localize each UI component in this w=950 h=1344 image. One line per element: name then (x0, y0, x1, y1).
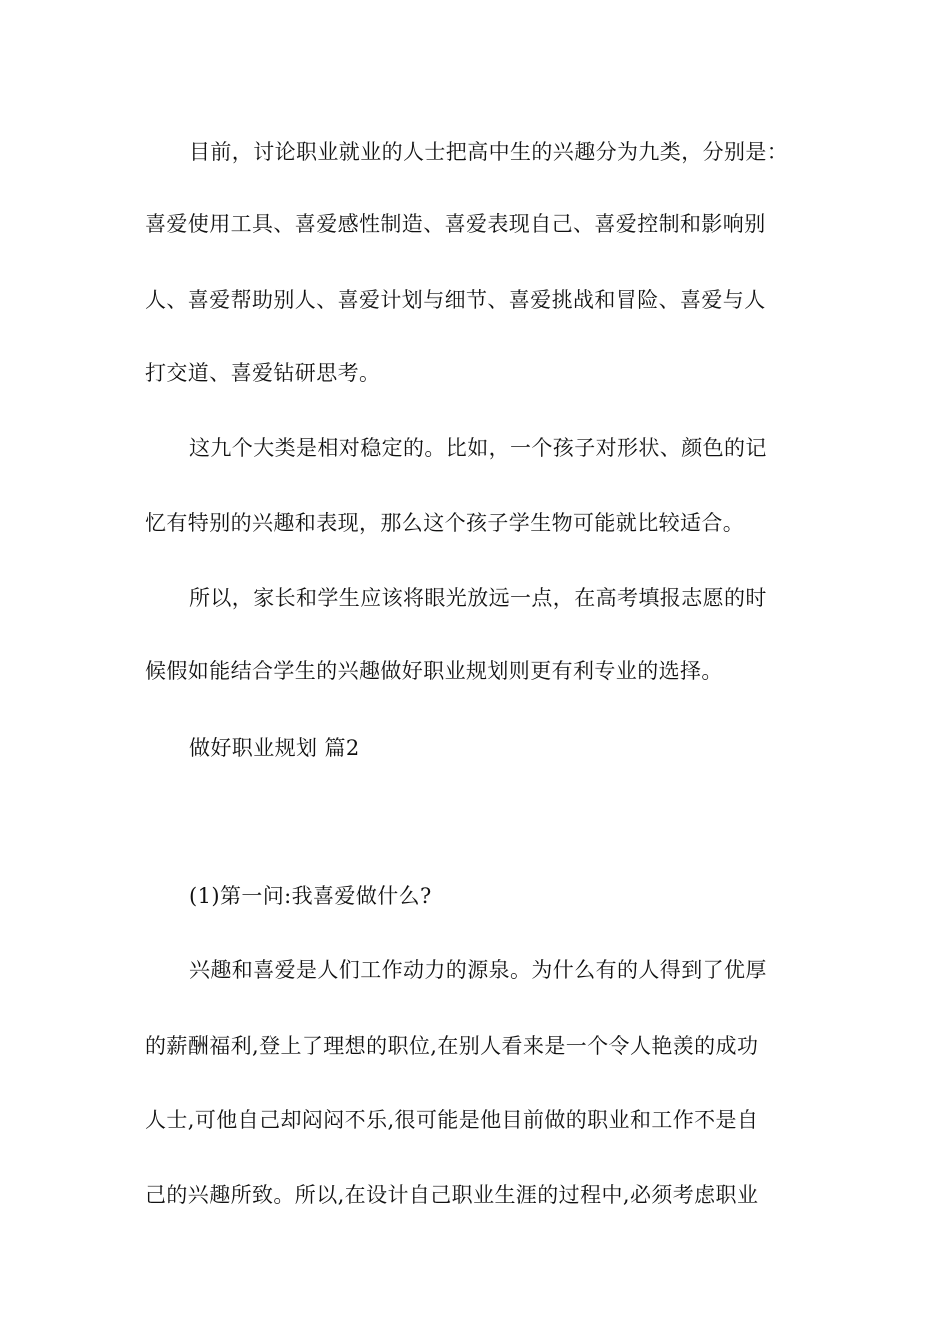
section-heading: 做好职业规划 篇2 (189, 736, 360, 760)
paragraph-2-line-1: 这九个大类是相对稳定的。比如，一个孩子对形状、颜色的记 (189, 436, 767, 460)
paragraph-4-line-4: 己的兴趣所致。所以,在设计自己职业生涯的过程中,必须考虑职业 (145, 1183, 759, 1207)
question-heading: (1)第一问:我喜爱做什么? (189, 884, 432, 908)
paragraph-3-line-1: 所以，家长和学生应该将眼光放远一点，在高考填报志愿的时 (189, 586, 767, 610)
paragraph-1-line-3: 人、喜爱帮助别人、喜爱计划与细节、喜爱挑战和冒险、喜爱与人 (145, 288, 766, 312)
paragraph-1-line-1: 目前，讨论职业就业的人士把高中生的兴趣分为九类，分别是： (189, 140, 789, 164)
paragraph-1-line-4: 打交道、喜爱钻研思考。 (145, 361, 381, 385)
paragraph-1-line-2: 喜爱使用工具、喜爱感性制造、喜爱表现自己、喜爱控制和影响别 (145, 212, 766, 236)
paragraph-4-line-2: 的薪酬福利,登上了理想的职位,在别人看来是一个令人艳羡的成功 (145, 1034, 759, 1058)
paragraph-4-line-3: 人士,可他自己却闷闷不乐,很可能是他目前做的职业和工作不是自 (145, 1108, 759, 1132)
paragraph-4-line-1: 兴趣和喜爱是人们工作动力的源泉。为什么有的人得到了优厚 (189, 958, 767, 982)
paragraph-2-line-2: 忆有特别的兴趣和表现，那么这个孩子学生物可能就比较适合。 (145, 511, 745, 535)
paragraph-3-line-2: 候假如能结合学生的兴趣做好职业规划则更有利专业的选择。 (145, 659, 723, 683)
